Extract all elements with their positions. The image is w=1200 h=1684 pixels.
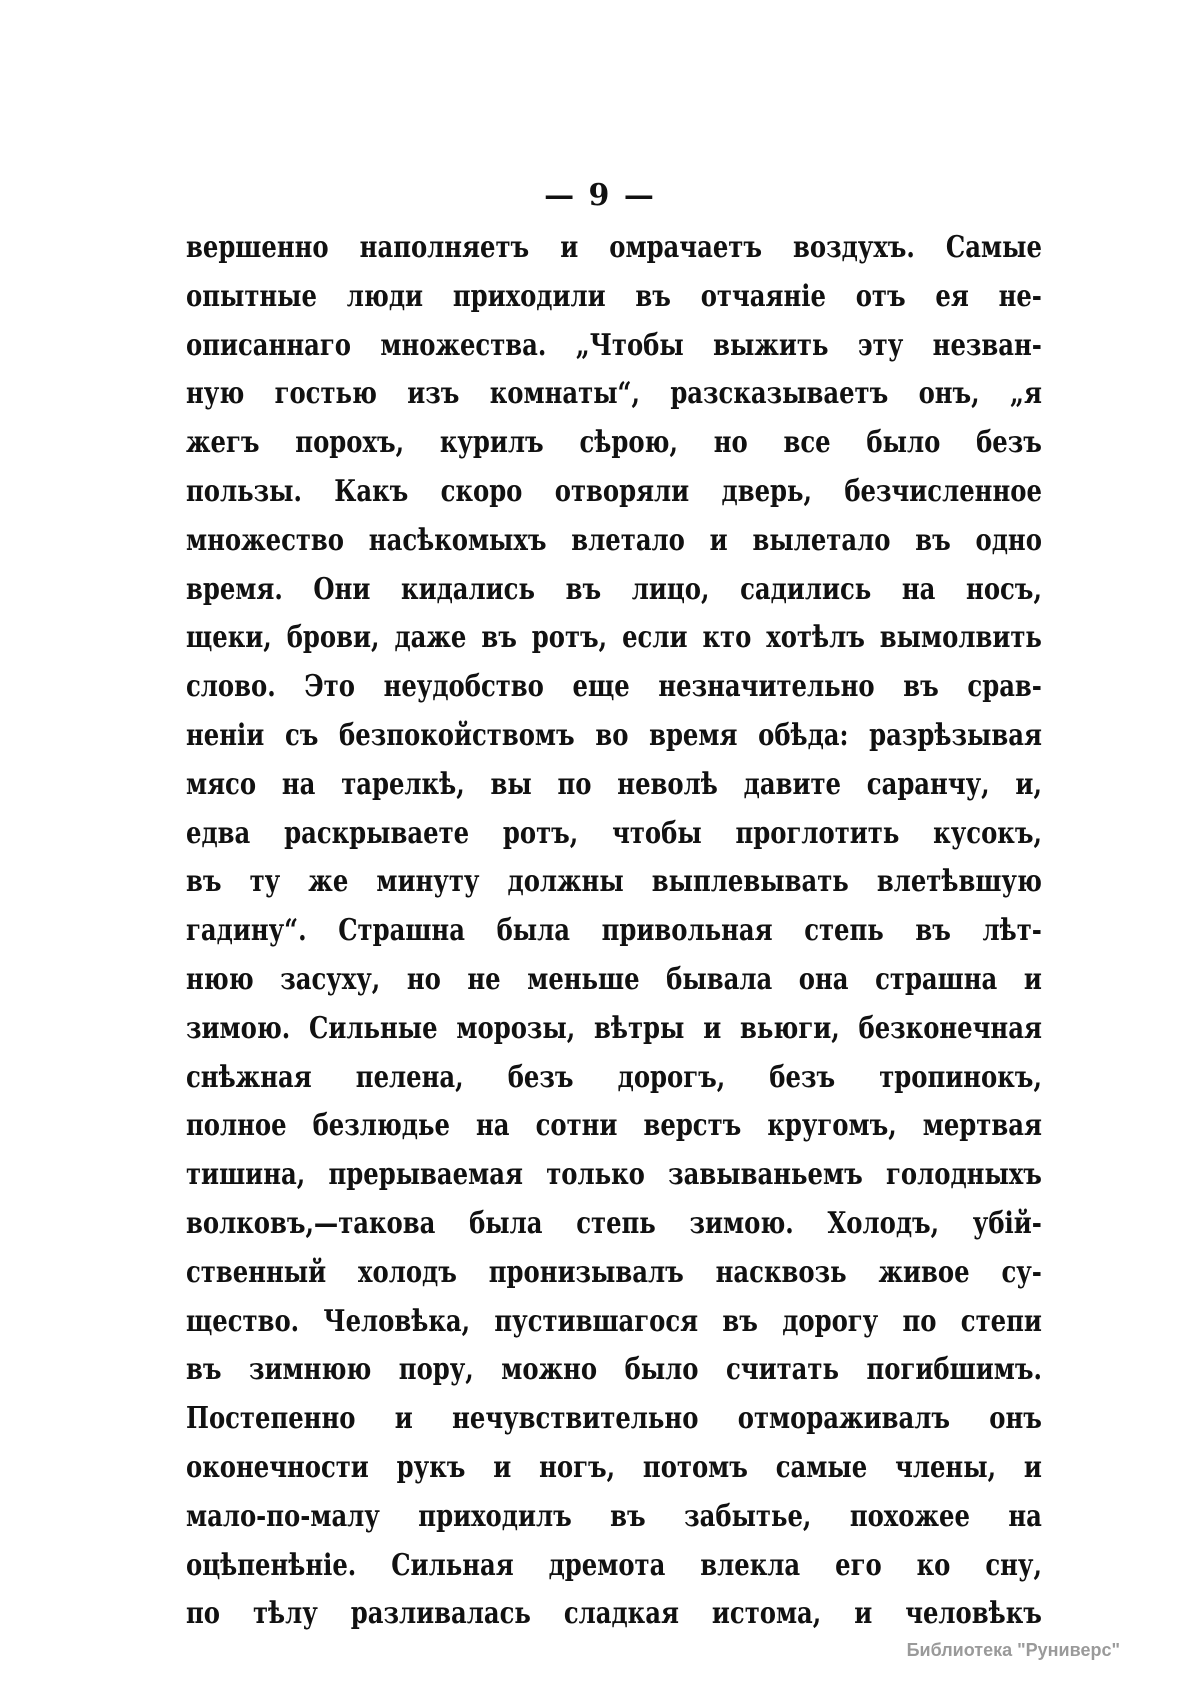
text-line: полное безлюдье на сотни верстъ кругомъ, мертвая: [186, 1108, 1042, 1144]
text-line: оцѣпенѣніе. Сильная дремота влекла его ко сну,: [186, 1547, 1042, 1583]
text-line: мало-по-малу приходилъ въ забытье, похожее на: [186, 1498, 1042, 1534]
text-line: мясо на тарелкѣ, вы по неволѣ давите саранчу, и,: [186, 766, 1042, 802]
text-line: время. Они кидались въ лицо, садились на носъ,: [186, 571, 1042, 607]
text-line: опытные люди приходили въ отчаяніе отъ ея не-: [186, 278, 1042, 314]
text-line: снѣжная пелена, безъ дорогъ, безъ тропинокъ,: [186, 1059, 1042, 1095]
text-line: ную гостью изъ комнаты“, разсказываетъ онъ, „я: [186, 376, 1042, 412]
body-text: [186, 224, 1042, 1639]
text-line: по тѣлу разливалась сладкая истома, и человѣкъ: [186, 1596, 1042, 1632]
page-number: — 9 —: [544, 178, 656, 213]
text-line: оконечности рукъ и ногъ, потомъ самые члены, и: [186, 1449, 1042, 1485]
text-line: едва раскрываете ротъ, чтобы проглотить кусокъ,: [186, 815, 1042, 851]
library-watermark: Библиотека "Руниверс": [906, 1640, 1120, 1660]
text-line: слово. Это неудобство еще незначительно въ срав-: [186, 669, 1042, 705]
text-line: пользы. Какъ скоро отворяли дверь, безчисленное: [186, 473, 1042, 509]
text-line: ственный холодъ пронизывалъ насквозь живое су-: [186, 1254, 1042, 1290]
text-line: щеки, брови, даже въ ротъ, если кто хотѣлъ вымолвить: [186, 620, 1042, 656]
text-line: гадину“. Страшна была привольная степь въ лѣт-: [186, 913, 1042, 949]
text-line: нюю засуху, но не меньше бывала она страшна и: [186, 961, 1042, 997]
text-line: въ зимнюю пору, можно было считать погибшимъ.: [186, 1352, 1042, 1388]
text-line: щество. Человѣка, пустившагося въ дорогу по степи: [186, 1303, 1042, 1339]
text-line: множество насѣкомыхъ влетало и вылетало въ одно: [186, 522, 1042, 558]
text-line: вершенно наполняетъ и омрачаетъ воздухъ. Самые: [186, 230, 1042, 265]
text-line: въ ту же минуту должны выплевывать влетѣвшую: [186, 864, 1042, 900]
text-line: описаннаго множества. „Чтобы выжить эту незван-: [186, 327, 1042, 363]
text-line: волковъ,—такова была степь зимою. Холодъ, убій-: [186, 1205, 1042, 1241]
text-line: зимою. Сильные морозы, вѣтры и вьюги, безконечная: [186, 1010, 1042, 1046]
text-line: тишина, прерываемая только завываньемъ голодныхъ: [186, 1157, 1042, 1193]
text-line: неніи съ безпокойствомъ во время обѣда: разрѣзывая: [186, 717, 1042, 753]
text-line: Постепенно и нечувствительно отмораживалъ онъ: [186, 1401, 1042, 1437]
text-line: жегъ порохъ, курилъ сѣрою, но все было безъ: [186, 425, 1042, 461]
